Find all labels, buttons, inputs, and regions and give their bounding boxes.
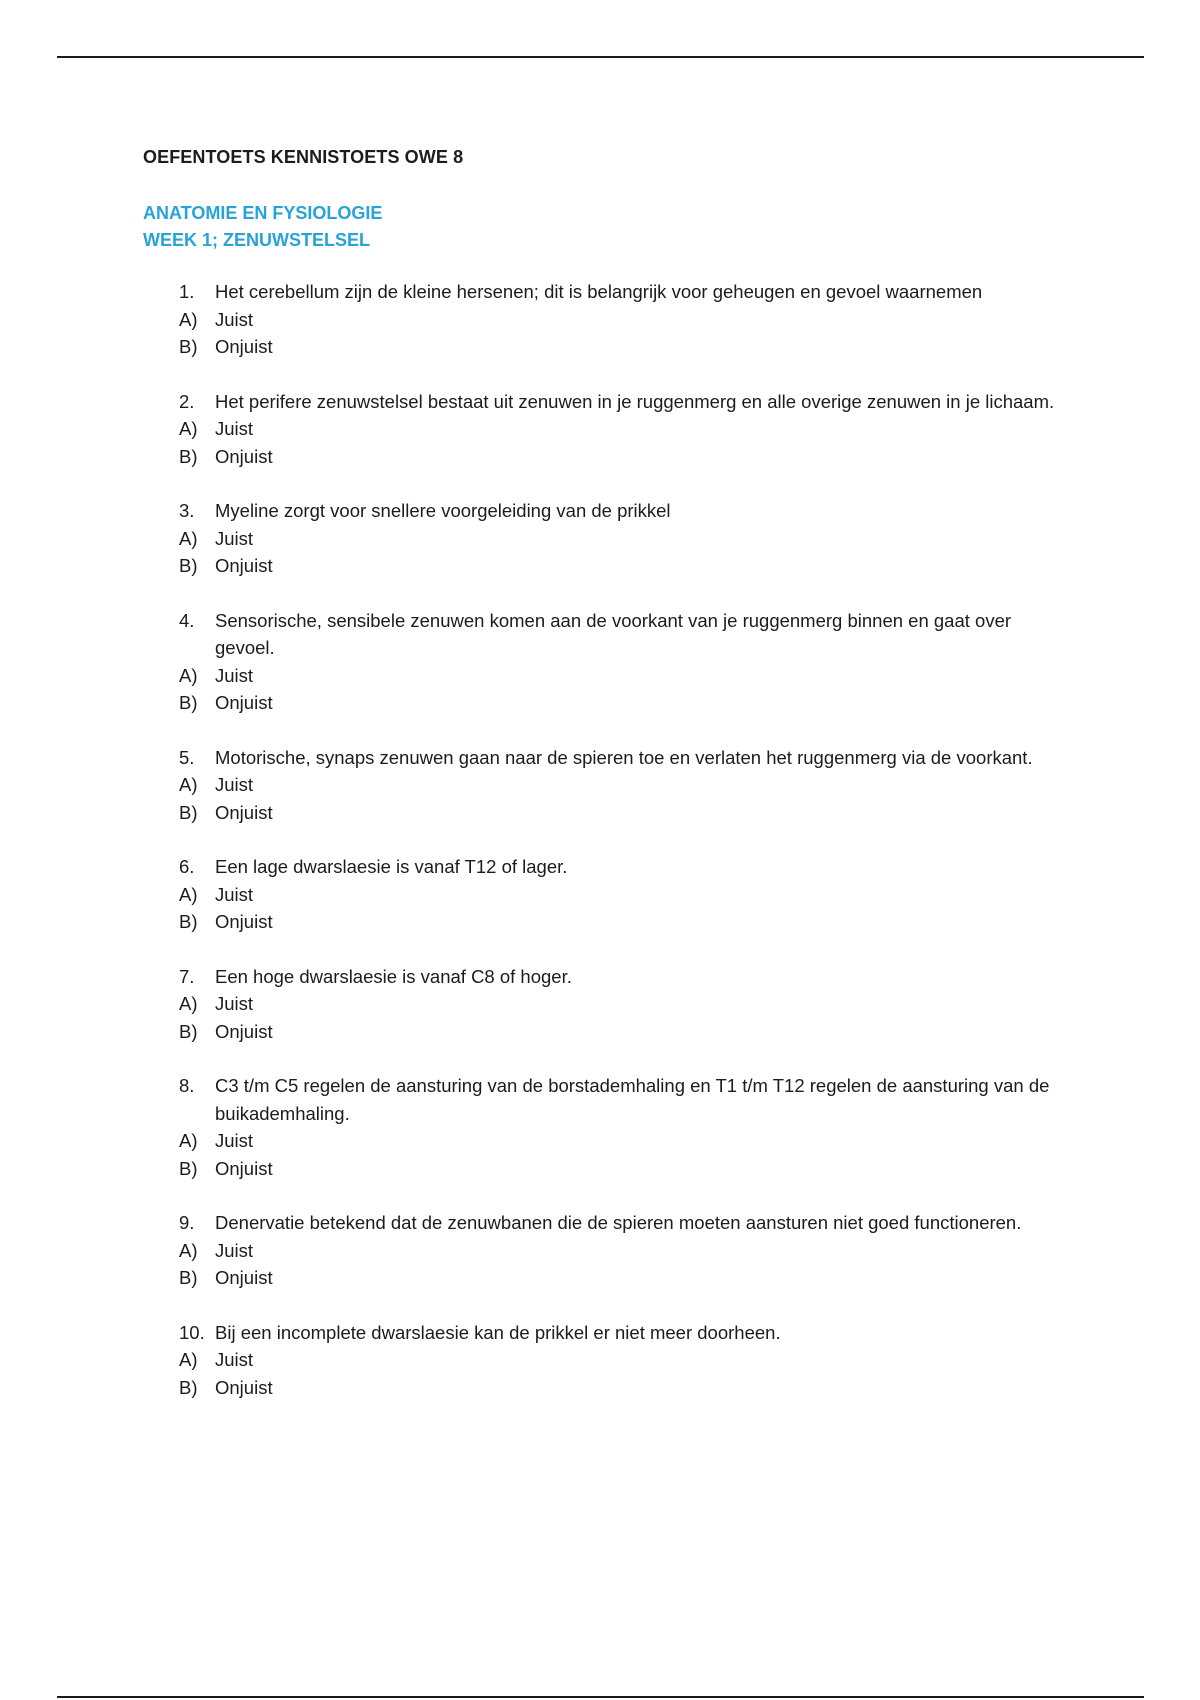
question-text: Myeline zorgt voor snellere voorgeleiding van de prikkel [215, 500, 671, 521]
question-item [179, 388, 1069, 471]
question-row [179, 744, 1069, 772]
option-letter: B) [179, 336, 198, 357]
answer-option [179, 799, 1069, 827]
question-number: 7. [179, 965, 195, 987]
question-number: 8. [179, 1075, 195, 1096]
option-label: Onjuist [215, 1020, 273, 1042]
answer-option [179, 1346, 1069, 1374]
option-letter: A) [179, 664, 198, 686]
question-row [179, 607, 1069, 662]
option-letter: A) [179, 774, 198, 795]
question-item [179, 1319, 1069, 1402]
question-item [179, 744, 1069, 827]
answer-option [179, 1018, 1069, 1046]
question-number: 1. [179, 281, 195, 302]
option-label: Onjuist [215, 692, 273, 713]
option-label: Onjuist [215, 911, 273, 932]
question-text: Denervatie betekend dat de zenuwbanen die de spieren moeten aansturen niet goed functioneren. [215, 1212, 1022, 1233]
question-item [179, 497, 1069, 580]
option-label: Juist [215, 527, 254, 549]
question-number: 3. [179, 500, 195, 521]
option-label: Onjuist [215, 801, 273, 823]
option-letter: B) [179, 555, 198, 576]
answer-option [179, 771, 1069, 799]
question-number: 2. [179, 390, 195, 412]
subject-heading: ANATOMIE EN FYSIOLOGIE [143, 203, 383, 223]
question-item [179, 278, 1069, 361]
option-label: Juist [215, 883, 254, 905]
option-letter: A) [179, 308, 198, 330]
question-text: C3 t/m C5 regelen de aansturing van de borstademhaling en T1 t/m T12 regelen de aansturing van de buikademhaling. [215, 1075, 1050, 1124]
question-number: 6. [179, 856, 195, 877]
question-row [179, 853, 1069, 881]
answer-option [179, 689, 1069, 717]
question-item [179, 607, 1069, 717]
question-list [179, 278, 1069, 1401]
option-label: Juist [215, 418, 254, 439]
question-row [179, 497, 1069, 525]
option-label: Onjuist [215, 445, 273, 467]
answer-option [179, 662, 1069, 690]
option-label: Juist [215, 1239, 254, 1261]
option-letter: B) [179, 1020, 198, 1042]
question-row [179, 278, 1069, 306]
option-label: Juist [215, 774, 254, 795]
option-letter: B) [179, 911, 198, 932]
answer-option [179, 881, 1069, 909]
top-divider [57, 56, 1144, 58]
question-item [179, 1209, 1069, 1292]
answer-option [179, 990, 1069, 1018]
option-label: Onjuist [215, 1157, 273, 1179]
question-text: Een hoge dwarslaesie is vanaf C8 of hoger. [215, 965, 572, 987]
option-letter: B) [179, 445, 198, 467]
answer-option [179, 1127, 1069, 1155]
answer-option [179, 1264, 1069, 1292]
option-letter: A) [179, 1239, 198, 1261]
answer-option [179, 1374, 1069, 1402]
option-label: Juist [215, 664, 254, 686]
answer-option [179, 525, 1069, 553]
question-number: 10. [179, 1321, 205, 1343]
question-row [179, 1209, 1069, 1237]
option-label: Juist [215, 308, 254, 330]
question-row [179, 963, 1069, 991]
option-letter: B) [179, 1267, 198, 1288]
option-letter: A) [179, 527, 198, 549]
question-item [179, 963, 1069, 1046]
week-heading: WEEK 1; ZENUWSTELSEL [143, 230, 371, 250]
question-text: Het perifere zenuwstelsel bestaat uit zenuwen in je ruggenmerg en alle overige zenuwen in je lichaam. [215, 390, 1055, 412]
answer-option [179, 1155, 1069, 1183]
question-text: Het cerebellum zijn de kleine hersenen; dit is belangrijk voor geheugen en gevoel waarnemen [215, 281, 983, 302]
bottom-divider [57, 1696, 1144, 1698]
question-item [179, 1072, 1069, 1182]
option-label: Juist [215, 1349, 254, 1370]
question-text: Motorische, synaps zenuwen gaan naar de spieren toe en verlaten het ruggenmerg via de voorkant. [215, 746, 1033, 768]
option-label: Onjuist [215, 555, 273, 576]
option-letter: B) [179, 801, 198, 823]
answer-option [179, 306, 1069, 334]
answer-option [179, 415, 1069, 443]
answer-option [179, 552, 1069, 580]
option-label: Onjuist [215, 1267, 273, 1288]
answer-option [179, 1237, 1069, 1265]
question-number: 9. [179, 1212, 195, 1233]
option-letter: A) [179, 418, 198, 439]
option-label: Juist [215, 1130, 254, 1151]
question-number: 4. [179, 609, 195, 631]
option-letter: A) [179, 883, 198, 905]
question-row [179, 1319, 1069, 1347]
document-title: OEFENTOETS KENNISTOETS OWE 8 [143, 147, 464, 167]
option-label: Juist [215, 993, 254, 1014]
question-item [179, 853, 1069, 936]
question-row [179, 1072, 1069, 1127]
option-letter: A) [179, 1349, 198, 1370]
option-letter: A) [179, 993, 198, 1014]
question-row [179, 388, 1069, 416]
option-letter: B) [179, 692, 198, 713]
option-label: Onjuist [215, 336, 273, 357]
document-body [143, 144, 1073, 1428]
answer-option [179, 333, 1069, 361]
question-text: Sensorische, sensibele zenuwen komen aan de voorkant van je ruggenmerg binnen en gaat over gevoel. [215, 609, 1012, 658]
question-text: Een lage dwarslaesie is vanaf T12 of lager. [215, 856, 568, 877]
answer-option [179, 908, 1069, 936]
option-letter: A) [179, 1130, 198, 1151]
option-letter: B) [179, 1157, 198, 1179]
question-number: 5. [179, 746, 195, 768]
option-letter: B) [179, 1376, 198, 1398]
question-text: Bij een incomplete dwarslaesie kan de prikkel er niet meer doorheen. [215, 1321, 781, 1343]
option-label: Onjuist [215, 1376, 273, 1398]
answer-option [179, 443, 1069, 471]
